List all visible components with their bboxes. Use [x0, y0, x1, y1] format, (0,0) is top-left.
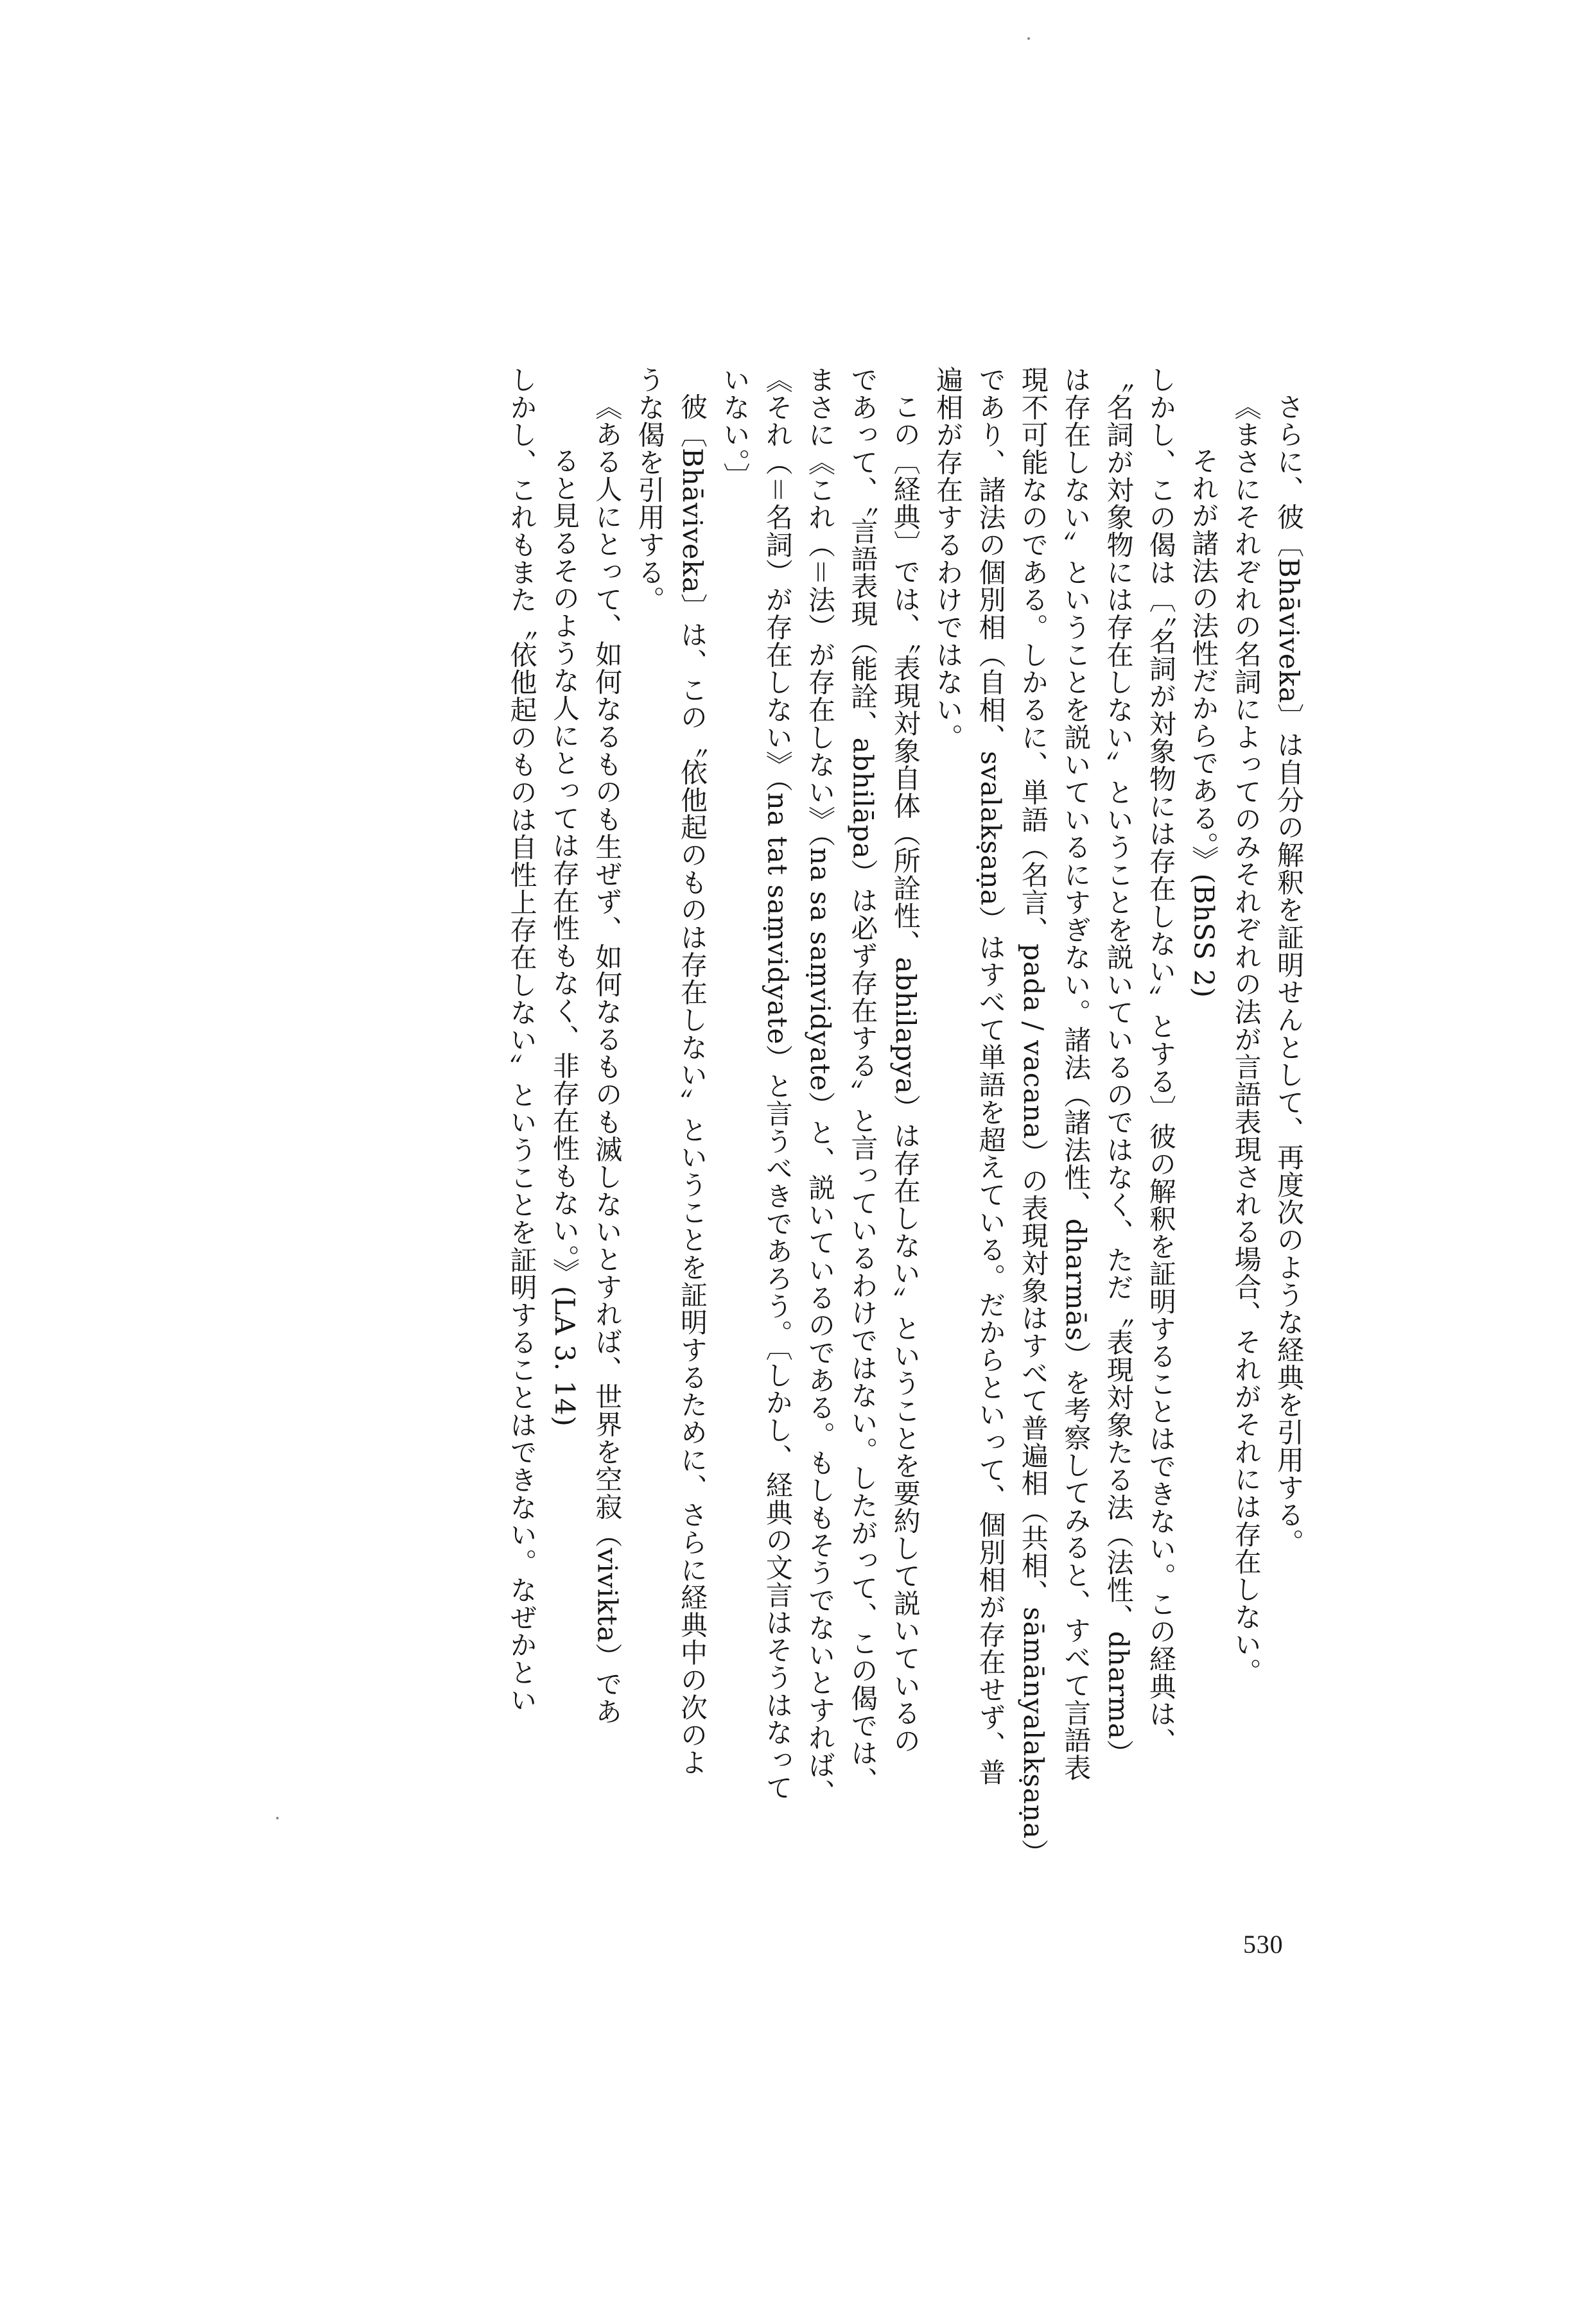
quote-line: 《まさにそれぞれの名詞によってのみそれぞれの法が言語表現される場合、それがそれには存在しない。	[1230, 393, 1262, 1686]
text-line: 彼〔Bhāviveka〕は、この〝依他起のものは存在しない〟ということを証明するために、さらに経典中の次のよ	[676, 393, 708, 1776]
text-line: であって、〝言語表現（能詮、abhilāpa）は必ず存在する〟と言っているわけではない。したがって、この偈では、	[847, 366, 879, 1794]
text-line: 遍相が存在するわけではない。	[932, 366, 964, 751]
page-number: 530	[1243, 1930, 1284, 1959]
quote-line: それが諸法の法性だからである。》(BhSS 2)	[1188, 447, 1220, 998]
text-line: 〝名詞が対象物には存在しない〟ということを説いているのではなく、ただ〝表現対象たる法（法性、dharma）	[1102, 366, 1135, 1767]
text-line: さらに、彼〔Bhāviveka〕は自分の解釈を証明せんとして、再度次のような経典を引用する。	[1273, 393, 1305, 1556]
text-line: しかし、これもまた〝依他起のものは自性上存在しない〟ということを証明することはできない。なぜかとい	[506, 366, 538, 1714]
quote-line: ると見るそのような人にとっては存在性もなく、非存在性もない。》(LA 3. 14)	[548, 447, 580, 1427]
text-line: いない。〕	[719, 366, 751, 490]
text-line: まさに《これ（＝法）が存在しない》（na sa saṃvidyate）と、説いているのである。もしもそうでないとすれば、	[805, 366, 837, 1807]
text-line: この〔経典〕では、〝表現対象自体（所詮性、abhilapya）は存在しない〟ということを要約して説いているの	[889, 393, 921, 1755]
vertical-text-body	[308, 366, 1310, 2074]
text-line: 現不可能なのである。しかるに、単語（名言、pada / vacana）の表現対象はすべて普遍相（共相、sāmānyalakṣaṇa）	[1017, 366, 1049, 1867]
text-line: は存在しない〟ということを説いているにすぎない。諸法（諸法性、dharmās）を考察してみると、すべて言語表	[1060, 366, 1092, 1782]
scan-speck	[276, 1817, 279, 1819]
text-line: うな偈を引用する。	[634, 366, 666, 614]
quote-line: 《ある人にとって、如何なるものも生ぜず、如何なるものも滅しないとすれば、世界を空寂（vivikta）であ	[591, 393, 623, 1726]
text-line: であり、諸法の個別相（自相、svalakṣaṇa）はすべて単語を超えている。だからといって、個別相が存在せず、普	[975, 366, 1007, 1786]
scan-speck	[1027, 37, 1030, 40]
text-line: しかし、この偈は〔〝名詞が対象物には存在しない〟とする〕彼の解釈を証明することはできない。この経典は、	[1145, 366, 1177, 1755]
text-line: 《それ（＝名詞）が存在しない》（na tat saṃvidyate）と言うべきであろう。〔しかし、経典の文言はそうはなって	[762, 366, 794, 1801]
